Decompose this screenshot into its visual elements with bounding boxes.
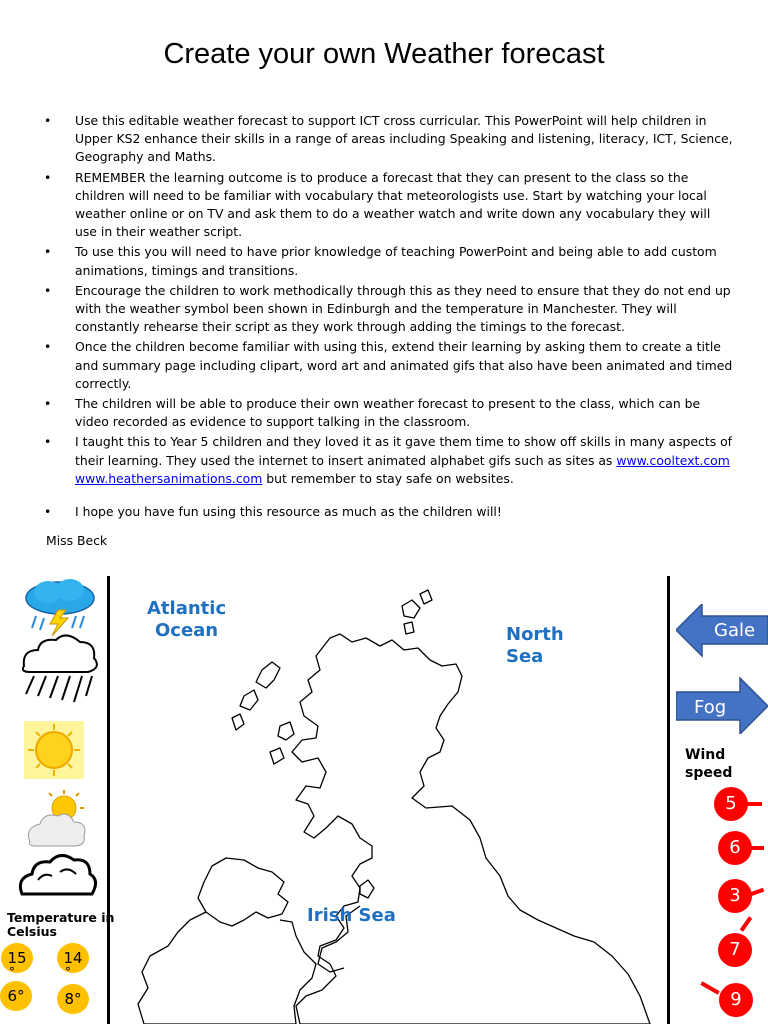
- list-item: • The children will be able to produce their own weather forecast to present to the class, which can be video recorded as evidence to support talking in the classroom.: [44, 395, 734, 431]
- temperature-badge[interactable]: 14: [57, 943, 89, 973]
- heathersanimations-link[interactable]: www.heathersanimations.com: [75, 470, 263, 486]
- irish-sea-label: Irish Sea: [307, 905, 396, 926]
- atlantic-ocean-label: Atlantic Ocean: [147, 598, 227, 641]
- temperature-value: 8: [64, 990, 75, 1008]
- list-item: • I hope you have fun using this resource as much as the children will!: [44, 503, 734, 521]
- instructions-list: [44, 112, 734, 523]
- degree-sign: °: [9, 965, 15, 979]
- cloud-icon[interactable]: [20, 855, 95, 894]
- list-item: [44, 433, 734, 488]
- sun-icon[interactable]: [24, 721, 84, 779]
- wind-speed-badge[interactable]: 6: [718, 831, 752, 865]
- thunderstorm-icon[interactable]: [26, 579, 94, 636]
- list-item: • Once the children become familiar with using this, extend their learning by asking them to create a title and summary page including clipart, word art and animated gifs that also have been animated and timed correctly.: [44, 338, 734, 393]
- wind-arrow-icon: [746, 802, 762, 806]
- weather-map-slide: [0, 576, 768, 1024]
- document-title: Create your own Weather forecast: [163, 38, 605, 70]
- cooltext-link[interactable]: www.cooltext.com: [616, 452, 730, 468]
- degree-sign: °: [74, 990, 82, 1008]
- list-item: • Use this editable weather forecast to support ICT cross curricular. This PowerPoint will help children in Upper KS2 enhance their skills in a range of areas including Speaking and listening, literacy, ICT, Science, Geography and Maths.: [44, 112, 734, 167]
- temperature-label: Temperature in Celsius: [7, 910, 115, 939]
- temperature-badge[interactable]: [57, 984, 89, 1014]
- heavy-rain-icon[interactable]: [23, 635, 97, 702]
- temperature-badge[interactable]: 15: [1, 943, 33, 973]
- list-item-tail: but remember to stay safe on websites.: [262, 470, 514, 486]
- fog-label: Fog: [694, 697, 727, 718]
- list-item: • REMEMBER the learning outcome is to produce a forecast that they can present to the class so the children will need to be familiar with vocabulary that meteorologists use. Start by watching your local weather online or on TV and ask them to do a weather watch and write down any vocabulary they will use in their weather script.: [44, 169, 734, 242]
- gale-label: Gale: [714, 620, 756, 641]
- list-item: • To use this you will need to have prior knowledge of teaching PowerPoint and being able to add custom animations, timings and transitions.: [44, 243, 734, 279]
- list-item: • Encourage the children to work methodically through this as they need to ensure that they do not end up with the weather symbol been shown in Edinburgh and the temperature in Manchester. They will constantly rehearse their script as they work through adding the timings to the forecast.: [44, 282, 734, 337]
- wind-speed-badge[interactable]: 5: [714, 787, 748, 821]
- wind-arrow-icon: [750, 846, 764, 850]
- degree-sign: °: [65, 965, 71, 979]
- wind-speed-badge[interactable]: 7: [718, 933, 752, 967]
- list-item-text: I taught this to Year 5 children and they loved it as it gave them time to show off skills in many aspects of their learning. They used the internet to insert animated alphabet gifs such as sites as: [75, 434, 733, 468]
- north-sea-label: North Sea: [506, 624, 564, 667]
- uk-map-outline: [0, 576, 768, 1024]
- signoff: Miss Beck: [46, 533, 108, 548]
- wind-speed-label: Wind speed: [685, 747, 733, 781]
- weather-symbols: [10, 576, 110, 896]
- wind-speed-badge[interactable]: 3: [718, 879, 752, 913]
- sun-cloud-icon[interactable]: [28, 790, 85, 846]
- degree-sign: °: [17, 987, 25, 1005]
- temperature-badge[interactable]: [0, 981, 32, 1011]
- wind-speed-badge[interactable]: 9: [719, 983, 753, 1017]
- temperature-value: 6: [7, 987, 18, 1005]
